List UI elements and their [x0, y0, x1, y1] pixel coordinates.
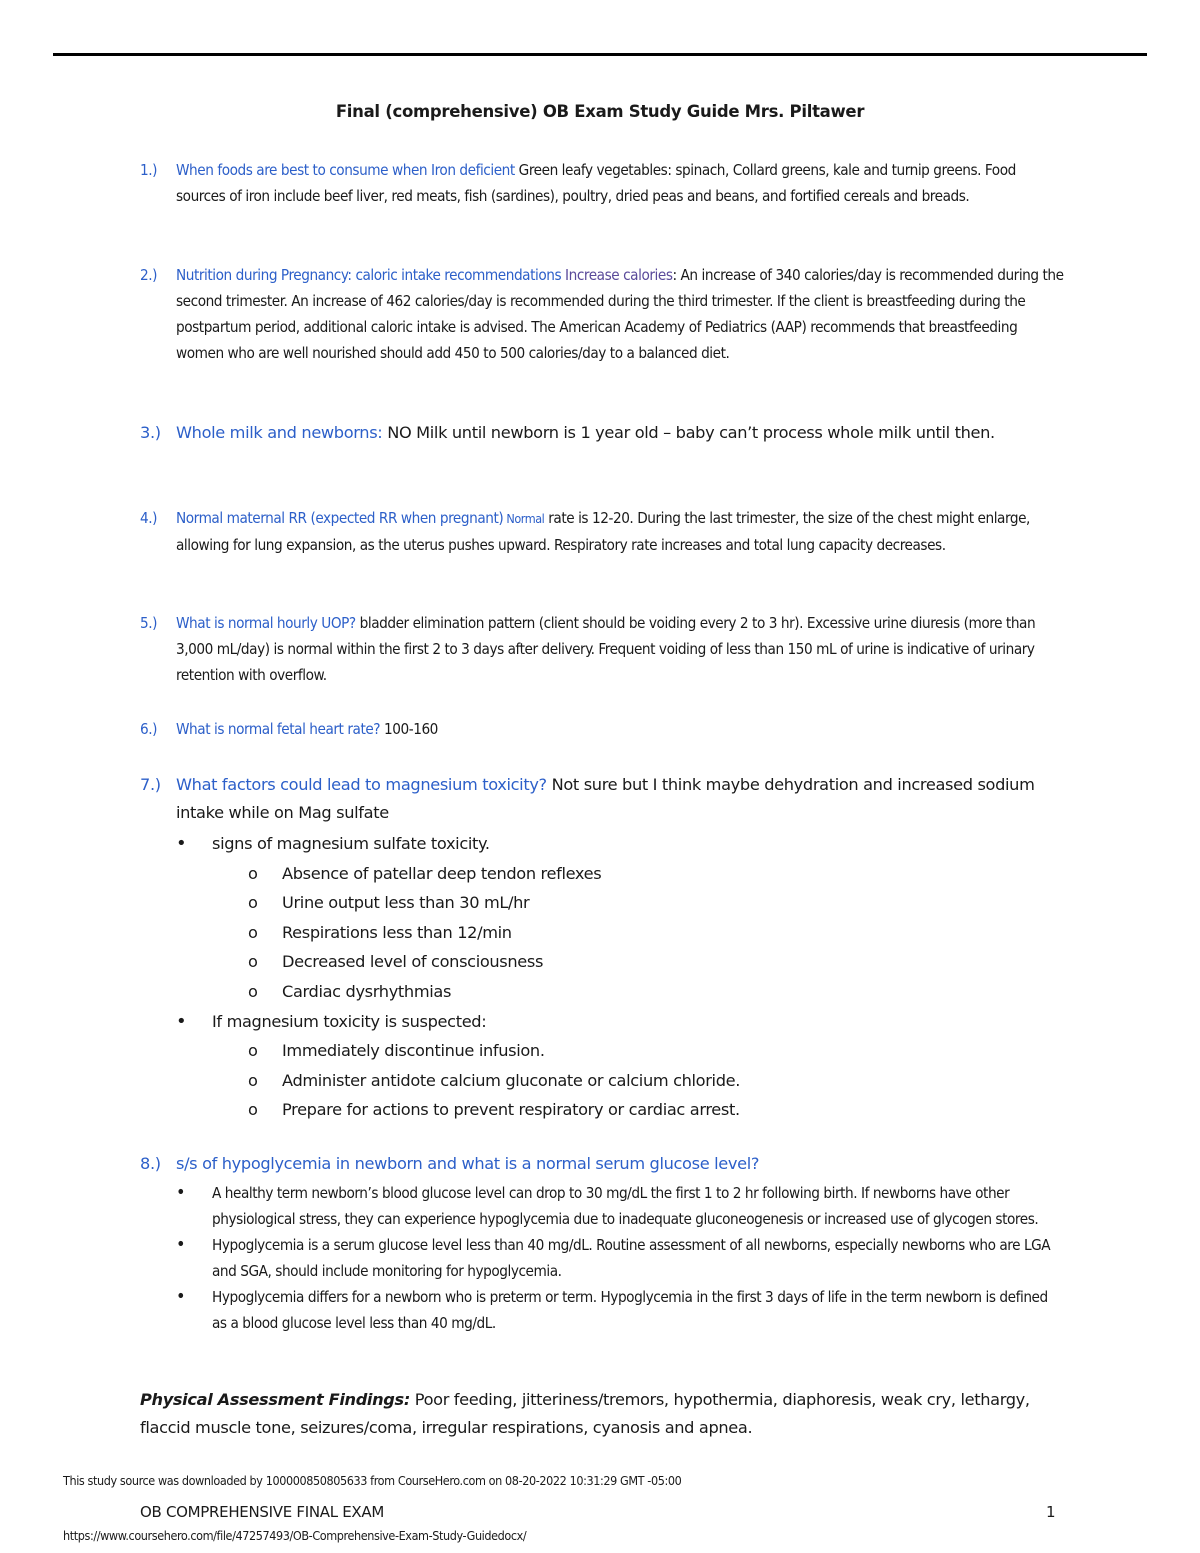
item-question: What factors could lead to magnesium toxicity?	[176, 775, 547, 794]
item-answer: Green leafy vegetables: spinach, Collard greens, kale and turnip greens. Food sources of iron include beef liver, red meats, fish (sardines), poultry, dried peas and beans, and fortified cereals and breads.	[176, 161, 1016, 205]
list-item	[140, 716, 1065, 742]
item-question: What is normal fetal heart rate?	[176, 720, 381, 738]
circle-marker: o	[248, 1100, 258, 1120]
item-answer: : An increase of 340 calories/day is recommended during the second trimester. An increase of 462 calories/day is recommended during the third trimester. If the client is breastfeeding during the postpartum period, additional caloric intake is advised. The American Academy of Pediatrics (AAP) recommends that breastfeeding women who are well nourished should add 450 to 500 calories/day to a balanced diet.	[176, 266, 1064, 362]
magnesium-bullets	[176, 829, 1076, 1125]
physical-assessment-text: Poor feeding, jitteriness/tremors, hypothermia, diaphoresis, weak cry, lethargy, flaccid muscle tone, seizures/coma, irregular respirations, cyanosis and apnea.	[140, 1390, 1030, 1437]
item-number: 6.)	[140, 720, 158, 738]
circle-marker: o	[248, 952, 258, 972]
sub-bullet-item: o Immediately discontinue infusion.	[176, 1036, 1076, 1066]
bullet-item: • If magnesium toxicity is suspected:	[176, 1007, 1076, 1037]
physical-assessment	[140, 1386, 1070, 1442]
item-question: What is normal hourly UOP?	[176, 614, 356, 632]
bullet-item: • A healthy term newborn’s blood glucose level can drop to 30 mg/dL the first 1 to 2 hr following birth. If newborns have other physiological stress, they can experience hypoglycemia due to inadequate gluconeogenesis or increased use of glycogen stores.	[176, 1180, 1056, 1232]
item-number: 8.)	[140, 1154, 161, 1173]
circle-marker: o	[248, 1041, 258, 1061]
sub-bullet-item: o Prepare for actions to prevent respiratory or cardiac arrest.	[176, 1095, 1076, 1125]
header-rule	[53, 53, 1147, 56]
list-item	[140, 505, 1065, 558]
page-number: 1	[1046, 1503, 1056, 1521]
list-item	[140, 419, 1065, 447]
sub-bullet-item: o Administer antidote calcium gluconate or calcium chloride.	[176, 1066, 1076, 1096]
item-number: 7.)	[140, 775, 161, 794]
item-question: Normal maternal RR (expected RR when pregnant)	[176, 509, 504, 527]
circle-marker: o	[248, 893, 258, 913]
circle-marker: o	[248, 863, 258, 883]
download-source-note: This study source was downloaded by 100000850805633 from CourseHero.com on 08-20-2022 10:31:29 GMT -05:00	[63, 1473, 682, 1488]
sub-bullet-item: o Decreased level of consciousness	[176, 947, 1076, 977]
circle-marker: o	[248, 1070, 258, 1090]
source-url: https://www.coursehero.com/file/47257493/OB-Comprehensive-Exam-Study-Guidedocx/	[63, 1528, 527, 1543]
list-item	[140, 610, 1065, 688]
item-question: Whole milk and newborns:	[176, 423, 383, 442]
list-item	[140, 771, 1065, 827]
sub-bullet-item: o Cardiac dysrhythmias	[176, 977, 1076, 1007]
list-item	[140, 262, 1065, 366]
circle-marker: o	[248, 922, 258, 942]
physical-assessment-heading: Physical Assessment Findings:	[140, 1390, 410, 1409]
item-number: 1.)	[140, 161, 158, 179]
item-number: 5.)	[140, 614, 158, 632]
item-answer-lead: Increase calories	[561, 266, 673, 284]
sub-bullet-item: o Absence of patellar deep tendon reflexes	[176, 859, 1076, 889]
item-answer: Not sure but I think maybe dehydration and increased sodium intake while on Mag sulfate	[176, 775, 1035, 822]
hypoglycemia-bullets	[176, 1180, 1056, 1336]
list-item	[140, 157, 1065, 209]
document-title: Final (comprehensive) OB Exam Study Guide Mrs. Piltawer	[335, 102, 865, 121]
item-number: 3.)	[140, 423, 161, 442]
item-question: When foods are best to consume when Iron deficient	[176, 161, 515, 179]
item-answer-lead: Normal	[503, 511, 545, 526]
footer-document-title: OB COMPREHENSIVE FINAL EXAM	[140, 1503, 384, 1521]
sub-bullet-item: o Respirations less than 12/min	[176, 918, 1076, 948]
item-number: 4.)	[140, 509, 158, 527]
bullet-item: • signs of magnesium sulfate toxicity.	[176, 829, 1076, 859]
item-answer: rate is 12-20. During the last trimester, the size of the chest might enlarge, allowing for lung expansion, as the uterus pushes upward. Respiratory rate increases and total lung capacity decreases.	[176, 509, 1030, 554]
item-number: 2.)	[140, 266, 158, 284]
item-answer: NO Milk until newborn is 1 year old – baby can’t process whole milk until then.	[382, 423, 995, 442]
item-question: Nutrition during Pregnancy: caloric intake recommendations	[176, 266, 562, 284]
item-answer: 100-160	[380, 720, 438, 738]
circle-marker: o	[248, 981, 258, 1001]
bullet-item: • Hypoglycemia differs for a newborn who is preterm or term. Hypoglycemia in the first 3 days of life in the term newborn is defined as a blood glucose level less than 40 mg/dL.	[176, 1284, 1056, 1336]
item-question: s/s of hypoglycemia in newborn and what is a normal serum glucose level?	[176, 1154, 760, 1173]
list-item	[140, 1150, 1065, 1178]
item-answer: bladder elimination pattern (client should be voiding every 2 to 3 hr). Excessive urine diuresis (more than 3,000 mL/day) is normal within the first 2 to 3 days after delivery. Frequent voiding of less than 150 mL of urine is indicative of urinary retention with overflow.	[176, 614, 1036, 684]
bullet-item: • Hypoglycemia is a serum glucose level less than 40 mg/dL. Routine assessment of all newborns, especially newborns who are LGA and SGA, should include monitoring for hypoglycemia.	[176, 1232, 1056, 1284]
sub-bullet-item: o Urine output less than 30 mL/hr	[176, 888, 1076, 918]
